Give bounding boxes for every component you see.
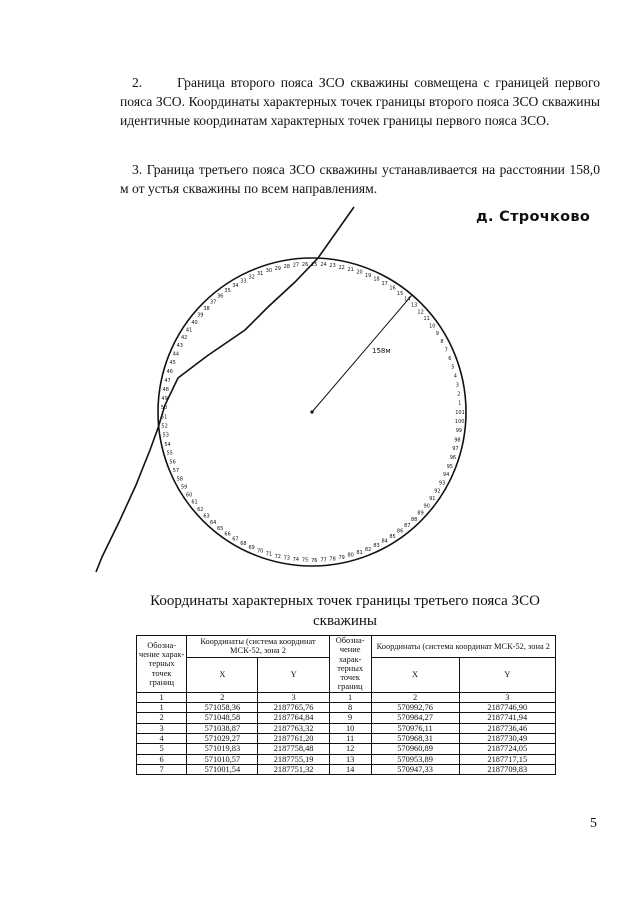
boundary-point-label: 34 — [232, 283, 239, 290]
boundary-point-label: 10 — [429, 323, 436, 330]
boundary-point-label: 91 — [429, 496, 436, 502]
boundary-point-label: 36 — [217, 293, 224, 300]
paragraph-text: 3. Граница третьего пояса ЗСО скважины устанавливается на расстоянии 158,0 м от устья скважины по всем направлениям. — [120, 162, 600, 196]
header-y: Y — [258, 657, 329, 692]
paragraph-number: 2. — [132, 75, 143, 90]
boundary-point-label: 59 — [181, 484, 188, 491]
x-value: 571048,58 — [187, 713, 258, 723]
header-coords: Координаты (система координат МСК-52, зона 2 — [187, 636, 329, 658]
column-number: 2 — [187, 692, 258, 702]
table-row — [137, 744, 556, 754]
boundary-point-label: 82 — [364, 546, 372, 553]
boundary-point-label: 89 — [417, 510, 424, 517]
boundary-point-label: 98 — [454, 437, 461, 444]
boundary-point-label: 2 — [457, 391, 461, 398]
boundary-point-label: 85 — [389, 534, 396, 540]
boundary-point-label: 101 — [455, 409, 465, 416]
boundary-point-label: 7 — [444, 347, 448, 354]
boundary-point-label: 15 — [396, 290, 404, 297]
header-x: X — [371, 657, 459, 692]
y-value: 2187755,19 — [258, 754, 329, 764]
header-designation: Обозна-чение харак-терных точек границ — [329, 636, 371, 693]
x-value: 571029,27 — [187, 733, 258, 743]
paragraph-second-belt — [120, 73, 600, 130]
boundary-point-label: 62 — [197, 506, 204, 513]
y-value: 2187758,48 — [258, 744, 329, 754]
y-value: 2187741,94 — [459, 713, 555, 723]
boundary-point-label: 81 — [356, 550, 363, 556]
x-value: 571001,54 — [187, 764, 258, 774]
boundary-point-label: 41 — [185, 327, 193, 334]
point-id: 10 — [329, 723, 371, 733]
boundary-point-label: 97 — [452, 446, 459, 453]
point-id: 13 — [329, 754, 371, 764]
column-number: 3 — [459, 692, 555, 702]
point-id: 2 — [137, 713, 187, 723]
x-value: 570953,89 — [371, 754, 459, 764]
boundary-point-label: 43 — [176, 343, 183, 350]
boundary-point-label: 78 — [329, 556, 336, 563]
boundary-point-label: 49 — [161, 396, 168, 402]
point-id: 14 — [329, 764, 371, 774]
boundary-point-label: 61 — [191, 499, 198, 506]
boundary-point-label: 68 — [240, 540, 247, 547]
y-value: 2187746,90 — [459, 703, 555, 713]
x-value: 571010,57 — [187, 754, 258, 764]
boundary-point-label: 73 — [283, 555, 290, 562]
boundary-point-label: 63 — [203, 513, 210, 520]
boundary-point-label: 67 — [232, 536, 239, 543]
radius-label: 158м — [372, 347, 391, 355]
boundary-point-label: 50 — [160, 405, 168, 412]
boundary-point-label: 21 — [347, 266, 354, 273]
y-value: 2187763,32 — [258, 723, 329, 733]
boundary-point-label: 3 — [455, 382, 459, 389]
header-y: Y — [459, 657, 555, 692]
x-value: 570992,76 — [371, 703, 459, 713]
table-row — [137, 723, 556, 733]
boundary-point-label: 17 — [381, 280, 388, 287]
y-value: 2187761,20 — [258, 733, 329, 743]
boundary-point-label: 66 — [224, 531, 231, 538]
boundary-point-label: 80 — [347, 552, 354, 559]
village-label: д. Строчково — [476, 209, 591, 225]
y-value: 2187751,32 — [258, 764, 329, 774]
boundary-point-label: 90 — [423, 503, 430, 510]
x-value: 570947,33 — [371, 764, 459, 774]
well-point — [310, 410, 313, 413]
x-value: 570968,31 — [371, 733, 459, 743]
x-value: 570984,27 — [371, 713, 459, 723]
boundary-point-label: 70 — [257, 548, 264, 555]
y-value: 2187730,49 — [459, 733, 555, 743]
protection-zone-diagram — [0, 195, 639, 585]
column-number: 3 — [258, 692, 329, 702]
boundary-point-label: 5 — [451, 364, 455, 371]
boundary-point-label: 24 — [320, 262, 327, 269]
boundary-point-label: 33 — [240, 278, 247, 285]
x-value: 571019,83 — [187, 744, 258, 754]
table-row — [137, 754, 556, 764]
point-id: 1 — [137, 703, 187, 713]
boundary-point-label: 37 — [210, 299, 217, 306]
boundary-point-label: 51 — [160, 414, 168, 421]
boundary-point-label: 60 — [185, 492, 193, 499]
boundary-point-label: 83 — [373, 543, 380, 549]
boundary-point-label: 18 — [373, 276, 380, 283]
boundary-point-label: 12 — [417, 309, 424, 316]
boundary-point-label: 1 — [458, 400, 462, 407]
boundary-point-label: 28 — [283, 264, 290, 270]
boundary-point-label: 96 — [449, 455, 457, 462]
x-value: 570960,89 — [371, 744, 459, 754]
table-caption: Координаты характерных точек границы третьего пояса ЗСО скважины — [150, 593, 540, 629]
column-number: 1 — [329, 692, 371, 702]
boundary-point-label: 30 — [265, 268, 273, 275]
boundary-point-label: 87 — [404, 523, 411, 529]
point-id: 12 — [329, 744, 371, 754]
boundary-point-label: 26 — [301, 262, 309, 268]
boundary-point-label: 76 — [311, 557, 318, 564]
boundary-point-label: 54 — [164, 441, 171, 448]
y-value: 2187736,46 — [459, 723, 555, 733]
boundary-point-label: 56 — [169, 459, 176, 466]
boundary-point-label: 77 — [320, 557, 327, 564]
paragraph-text: Граница второго пояса ЗСО скважины совмещена с границей первого пояса ЗСО. Координаты характерных точек границы второго пояса ЗСО скважины идентичные координатам характерных точек границы первого пояса ЗСО. — [120, 75, 601, 128]
header-coords: Координаты (система координат МСК-52, зона 2 — [371, 636, 555, 658]
boundary-point-label: 100 — [454, 419, 465, 425]
x-value: 571038,87 — [187, 723, 258, 733]
boundary-point-label: 52 — [161, 423, 168, 430]
boundary-point-label: 58 — [176, 476, 183, 483]
boundary-point-label: 39 — [197, 312, 204, 319]
x-value: 570976,11 — [371, 723, 459, 733]
boundary-point-label: 71 — [265, 551, 273, 558]
boundary-point-label: 48 — [162, 386, 169, 393]
table-row — [137, 713, 556, 723]
boundary-point-label: 16 — [389, 285, 396, 292]
boundary-point-label: 75 — [301, 557, 309, 564]
point-id: 11 — [329, 733, 371, 743]
point-id: 6 — [137, 754, 187, 764]
boundary-point-label: 93 — [438, 480, 446, 487]
boundary-point-label: 4 — [453, 373, 457, 380]
boundary-point-label: 86 — [396, 528, 404, 535]
boundary-point-label: 29 — [274, 265, 281, 272]
y-value: 2187724,05 — [459, 744, 555, 754]
point-id: 7 — [137, 764, 187, 774]
boundary-point-label: 20 — [356, 269, 363, 276]
boundary-point-label: 40 — [191, 319, 198, 326]
boundary-point-label: 9 — [435, 331, 439, 338]
boundary-point-label: 64 — [210, 520, 217, 526]
boundary-point-label: 35 — [224, 288, 231, 295]
boundary-point-label: 14 — [404, 296, 411, 303]
x-value: 571058,36 — [187, 703, 258, 713]
boundary-point-label: 46 — [166, 368, 173, 375]
boundary-point-label: 55 — [166, 450, 173, 457]
boundary-point-label: 19 — [364, 272, 372, 279]
boundary-point-label: 84 — [381, 538, 388, 545]
y-value: 2187717,15 — [459, 754, 555, 764]
boundary-point-label: 79 — [338, 554, 345, 561]
boundary-point-label: 42 — [181, 335, 188, 342]
boundary-point-label: 38 — [203, 306, 210, 312]
boundary-point-label: 44 — [172, 351, 180, 358]
boundary-point-label: 53 — [162, 432, 169, 439]
boundary-point-label: 57 — [172, 468, 180, 474]
coordinates-table — [136, 635, 556, 775]
boundary-point-label: 13 — [411, 302, 418, 309]
boundary-point-label: 72 — [274, 553, 281, 560]
boundary-point-label: 94 — [443, 472, 450, 479]
column-number: 1 — [137, 692, 187, 702]
point-id: 5 — [137, 744, 187, 754]
header-designation: Обозна-чение харак-терных точек границ — [137, 636, 187, 693]
paragraph-third-belt — [120, 160, 600, 198]
table-row — [137, 764, 556, 774]
boundary-point-label: 69 — [248, 544, 255, 551]
y-value: 2187709,83 — [459, 764, 555, 774]
boundary-point-label: 6 — [448, 355, 452, 362]
boundary-point-label: 27 — [292, 262, 300, 269]
boundary-point-label: 25 — [311, 261, 318, 268]
y-value: 2187765,76 — [258, 703, 329, 713]
point-id: 9 — [329, 713, 371, 723]
page-number: 5 — [590, 816, 597, 831]
boundary-point-label: 22 — [338, 264, 345, 271]
column-number-row — [137, 692, 556, 702]
point-id: 3 — [137, 723, 187, 733]
boundary-point-label: 32 — [248, 274, 255, 281]
y-value: 2187764,84 — [258, 713, 329, 723]
boundary-point-label: 99 — [455, 428, 463, 435]
boundary-point-label: 8 — [440, 339, 444, 346]
table-row — [137, 733, 556, 743]
radius-line — [312, 295, 412, 412]
boundary-point-label: 65 — [217, 525, 224, 532]
column-number: 2 — [371, 692, 459, 702]
point-id: 8 — [329, 703, 371, 713]
table-row — [137, 703, 556, 713]
point-id: 4 — [137, 733, 187, 743]
boundary-point-label: 95 — [446, 463, 453, 470]
boundary-point-label: 92 — [434, 488, 441, 495]
boundary-point-label: 23 — [329, 263, 336, 270]
header-x: X — [187, 657, 258, 692]
boundary-point-label: 74 — [292, 556, 300, 563]
boundary-point-label: 47 — [164, 377, 171, 384]
boundary-point-label: 11 — [423, 316, 430, 323]
boundary-point-label: 31 — [257, 271, 264, 278]
boundary-point-label: 45 — [169, 360, 176, 367]
boundary-point-label: 88 — [411, 516, 418, 523]
